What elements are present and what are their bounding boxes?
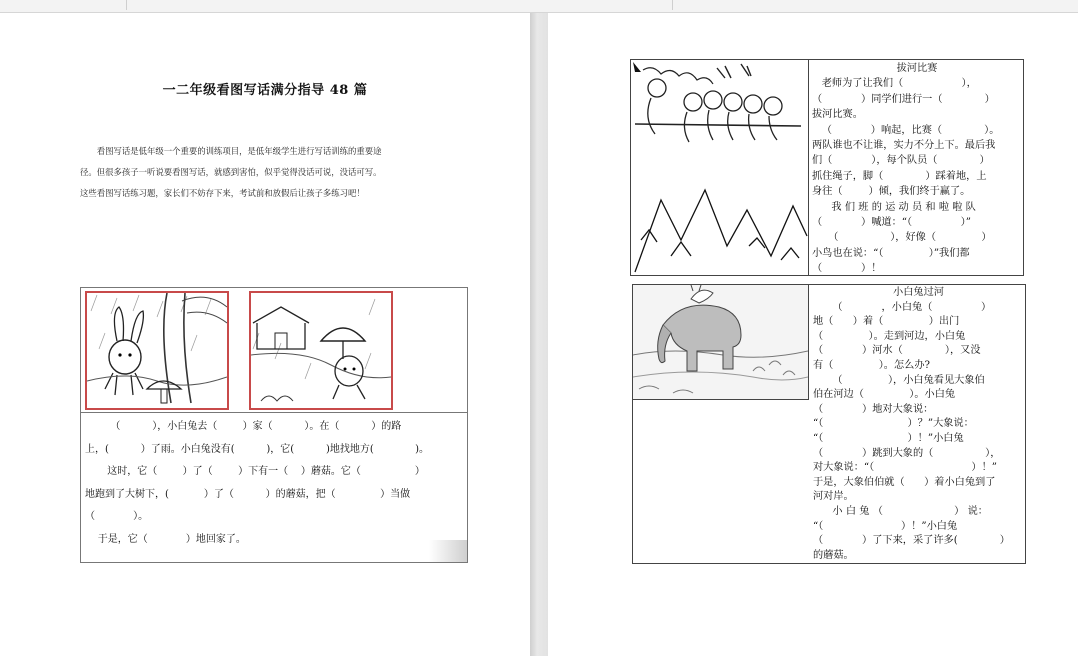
text-line: 于是，它（ ）地回家了。 [85,533,246,545]
text-line: （ ，小白兔（ ） [813,301,992,313]
toolbar-divider [126,0,127,10]
text-line: （ ）地对大象说： [813,403,934,415]
text-line: 伯在河边（ ）。小白兔 [813,389,956,401]
rabbit-in-rain-picture [85,291,229,410]
text-line: 抓住绳子，脚（ ）踩着地，上 [812,170,987,182]
text-line: （ ）。走到河边，小白兔 [813,330,966,342]
text-line: 身往（ ）倾，我们终于赢了。 [812,186,971,198]
elephant-rabbit-picture [633,285,809,400]
text-line: 河对岸。 [813,491,854,503]
exercise-rabbit-rain [80,287,468,563]
document-page-right [548,13,1078,656]
text-line: 们（ ），每个队员（ ） [812,155,990,167]
text-line: （ ）了下来，采了许多( ） [813,535,1010,547]
picture-row [81,288,467,413]
text-line: （ ），好像（ ） [812,232,992,244]
exercise-title: 小白兔过河 [893,287,944,298]
text-line: （ ）同学们进行一（ ） [812,93,995,105]
text-line: 的蘑菇。 [813,549,854,561]
intro-line: 径。但很多孩子一听说要看图写话，就感到害怕，似乎觉得没话可说，没话可写。 [80,167,382,177]
text-line: 有（ ）。怎么办? [813,359,931,371]
text-line: 这时，它（ ）了（ ）下有一（ ）蘑菇。它（ ） [85,466,425,477]
text-line: 地跑到了大树下，( ）了（ ）的蘑菇，把（ ）当做 [85,488,411,500]
text-line: 我 们 班 的 运 动 员 和 啦 啦 队 [812,201,976,213]
intro-line: 看图写话是低年级一个重要的训练项目，是低年级学生进行写话训练的重要途 [96,146,382,156]
page-title: 一二年级看图写话满分指导 48 篇 [162,83,368,98]
text-line: （ ）。 [85,511,149,522]
text-line: “（ ）？”大象说： [813,418,974,430]
text-line: 地（ ）着（ ）出门 [813,316,960,328]
document-page-left [0,13,530,656]
text-line: 对大象说：“（ ）！” [813,462,997,474]
text-line: （ ），小白兔去（ ）家（ ）。在（ ）的路 [85,421,402,432]
text-line: “（ ）！”小白兔 [813,520,958,532]
text-line: 老师为了让我们（ ）， [812,78,977,90]
blurred-watermark [429,540,467,562]
text-line: （ ）！ [812,263,882,275]
tug-of-war-text [812,61,1022,277]
text-line: 上，( ）了雨。小白兔没有( )，它( )地找地方( )。 [85,443,429,455]
text-line: （ ）响起，比赛（ ）。 [812,124,1000,136]
intro-paragraph [80,141,466,204]
rabbit-mushroom-umbrella-picture [249,291,393,410]
text-line: “（ ）！”小白兔 [813,432,964,444]
text-line: （ ）河水（ ），又没 [813,345,981,357]
tug-of-war-picture [631,60,809,275]
exercise-tug-of-war [630,59,1024,276]
rabbit-river-text [813,286,1024,563]
exercise-rabbit-crossing-river [632,284,1026,564]
text-line: （ ）跳到大象的（ ）， [813,447,1001,459]
text-line: （ ），小白兔看见大象伯 [813,374,985,386]
text-line: 两队谁也不让谁，实力不分上下。最后我 [812,140,996,152]
text-line: （ ）喊道：“（ ）” [812,217,971,229]
fill-in-text [85,416,465,551]
page-gutter [530,13,548,656]
exercise-title: 拔河比赛 [896,63,938,74]
text-line: 拔河比赛。 [812,109,863,121]
text-line: 于是，大象伯伯就（ ）着小白兔到了 [813,476,996,488]
toolbar-divider [672,0,673,10]
intro-line: 这些看图写话练习题，家长们不妨存下来，考试前和放假后让孩子多练习吧！ [80,188,365,198]
viewer-toolbar [0,0,1078,13]
text-line: 小鸟也在说：“（ ）”我们都 [812,247,970,259]
text-line: 小 白 兔 （ ） 说： [813,505,988,517]
